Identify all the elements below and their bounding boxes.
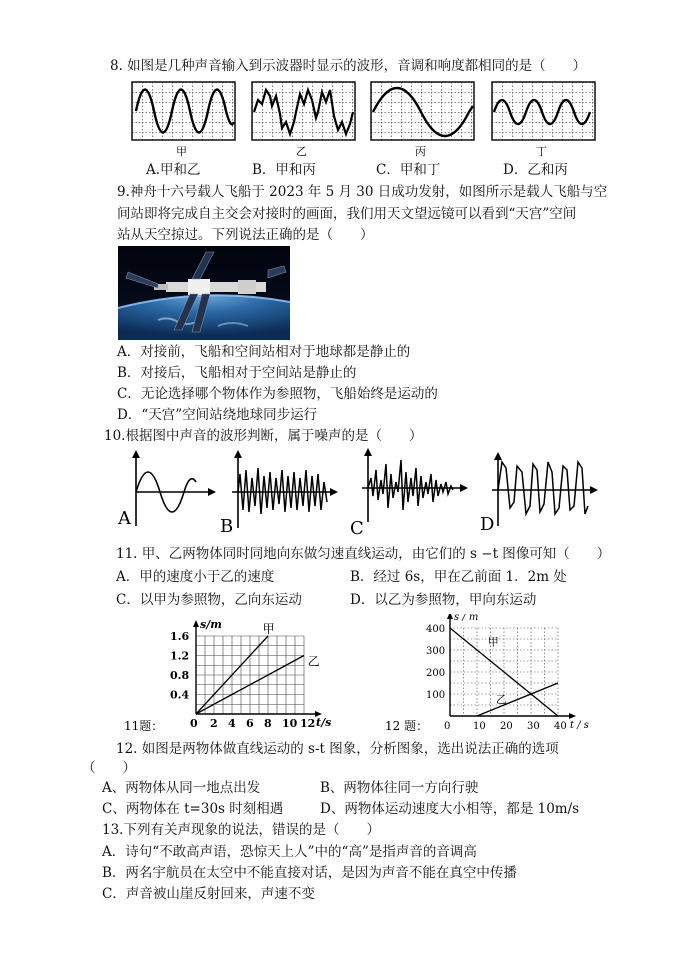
q10-stem: 10.根据图中声音的波形判断，属于噪声的是（ ） [104, 428, 423, 444]
q8-panel-yi [252, 82, 355, 158]
y-tick-label: 1.6 [170, 630, 190, 643]
x-tick-label: 20 [500, 721, 513, 732]
q8-option-b: B．甲和丙 [252, 162, 316, 178]
x-tick-label: 2 [210, 717, 218, 730]
y-tick-label: 1.2 [170, 649, 190, 663]
y-tick-label: 400 [426, 624, 446, 635]
q12-option-b: B、两物体往同一方向行驶 [320, 780, 479, 796]
y-axis-label: s / m [454, 614, 479, 623]
q11-st-chart [124, 614, 344, 736]
q11-option-a: A．甲的速度小于乙的速度 [116, 569, 275, 585]
q8-stem: 8. 如图是几种声音输入到示波器时显示的波形，音调和响度都相同的是（ ） [110, 58, 587, 74]
q9-stem-line3: 站从天空掠过。下列说法正确的是（ ） [117, 227, 374, 243]
q10-panel-label: A [118, 508, 131, 529]
q8-option-d: D．乙和丙 [503, 162, 568, 178]
x-tick-label: 10 [282, 717, 298, 730]
q9-stem-line2: 间站即将完成自主交会对接时的画面，我们用天文望远镜可以看到“天宫”空间 [117, 206, 577, 222]
q9-option-c: C．无论选择哪个物体作为参照物，飞船始终是运动的 [117, 386, 438, 402]
y-tick-label: 200 [426, 668, 446, 679]
q8-panel-bing [371, 82, 474, 158]
y-axis-arrow [193, 620, 199, 627]
q13-option-c: C．声音被山崖反射回来，声速不变 [102, 886, 315, 902]
x-axis-label: t / s [570, 720, 589, 731]
q13-option-b: B．两名宇航员在太空中不能直接对话，是因为声音不能在真空中传播 [102, 865, 517, 881]
q13-option-a: A．诗句“不敢高声语，恐惊天上人”中的“高”是指声音的音调高 [102, 844, 477, 860]
q10-waveform-figure [112, 448, 604, 540]
q8-waveform-figure [128, 80, 608, 158]
x-tick-label: 10 [473, 721, 486, 732]
q10-panel-d [480, 452, 598, 535]
q8-panel-label: 乙 [296, 145, 307, 158]
q10-panel-b [220, 450, 338, 537]
series-label: 甲 [262, 622, 275, 637]
x-tick-label: 8 [264, 717, 272, 730]
q13-stem: 13.下列有关声现象的说法，错误的是（ ） [102, 822, 380, 838]
q9-option-b: B．对接后，飞船相对于空间站是静止的 [117, 365, 357, 381]
q12-st-chart [385, 614, 615, 736]
q12-figure-label: 12 题： [385, 719, 429, 733]
q12-option-a: A、两物体从同一地点出发 [102, 780, 261, 796]
q9-option-a: A．对接前，飞船和空间站相对于地球都是静止的 [117, 344, 411, 360]
q12-option-c: C、两物体在 t=30s 时刻相遇 [102, 801, 284, 817]
y-tick-label: 300 [426, 646, 446, 657]
q10-panel-label: B [220, 516, 234, 537]
q9-option-d: D．“天宫”空间站绕地球同步运行 [117, 407, 318, 423]
q11-option-d: D．以乙为参照物，甲向东运动 [350, 592, 537, 608]
q8-panel-label: 丁 [536, 145, 547, 158]
x-tick-label: 0 [190, 717, 198, 730]
q12-option-d: D、两物体运动速度大小相等，都是 10m/s [320, 801, 580, 817]
series-label: 乙 [307, 654, 320, 669]
q8-panel-label: 丙 [415, 145, 426, 158]
q10-panel-label: C [350, 518, 364, 539]
q10-panel-label: D [480, 514, 495, 535]
q11-option-b: B．经过 6s，甲在乙前面 1．2m 处 [350, 569, 567, 585]
x-tick-label: 40 [554, 721, 567, 732]
q8-option-a: A.甲和乙 [146, 162, 201, 178]
x-tick-label: 4 [228, 717, 236, 730]
x-tick-label: 12 [300, 717, 316, 730]
series-label: 乙 [495, 692, 507, 706]
y-tick-label: 0.8 [170, 669, 190, 682]
y-axis-arrow [447, 614, 453, 619]
q12-stem-line2: （ ） [82, 760, 136, 776]
x-axis-arrow [569, 713, 576, 719]
x-tick-label: 30 [527, 721, 540, 732]
x-tick-label: 6 [246, 717, 254, 730]
q12-stem-line1: 12. 如图是两物体做直线运动的 s-t 图象，分析图象，选出说法正确的选项 [116, 741, 559, 757]
series-label: 甲 [487, 635, 499, 649]
y-tick-label: 0.4 [170, 688, 190, 702]
q11-figure-label: 11题： [124, 719, 164, 733]
q8-panel-jia [132, 82, 235, 158]
q11-option-c: C．以甲为参照物，乙向东运动 [116, 592, 302, 608]
q10-panel-c [350, 448, 468, 539]
y-axis-label: s/m [200, 618, 222, 631]
q11-stem: 11. 甲、乙两物体同时同地向东做匀速直线运动，由它们的 s −t 图像可知（ ） [116, 546, 611, 562]
x-tick-label: 0 [444, 721, 451, 732]
q8-panel-ding [492, 82, 595, 158]
q9-stem-line1: 9.神舟十六号载人飞船于 2023 年 5 月 30 日成功发射，如图所示是载人飞船与空 [117, 184, 608, 200]
q10-panel-a [117, 450, 216, 529]
space-station-photo [118, 246, 290, 340]
x-axis-label: t/s [316, 716, 332, 729]
q8-panel-label: 甲 [176, 145, 187, 158]
q8-option-c: C．甲和丁 [376, 162, 441, 178]
y-tick-label: 100 [426, 690, 446, 701]
